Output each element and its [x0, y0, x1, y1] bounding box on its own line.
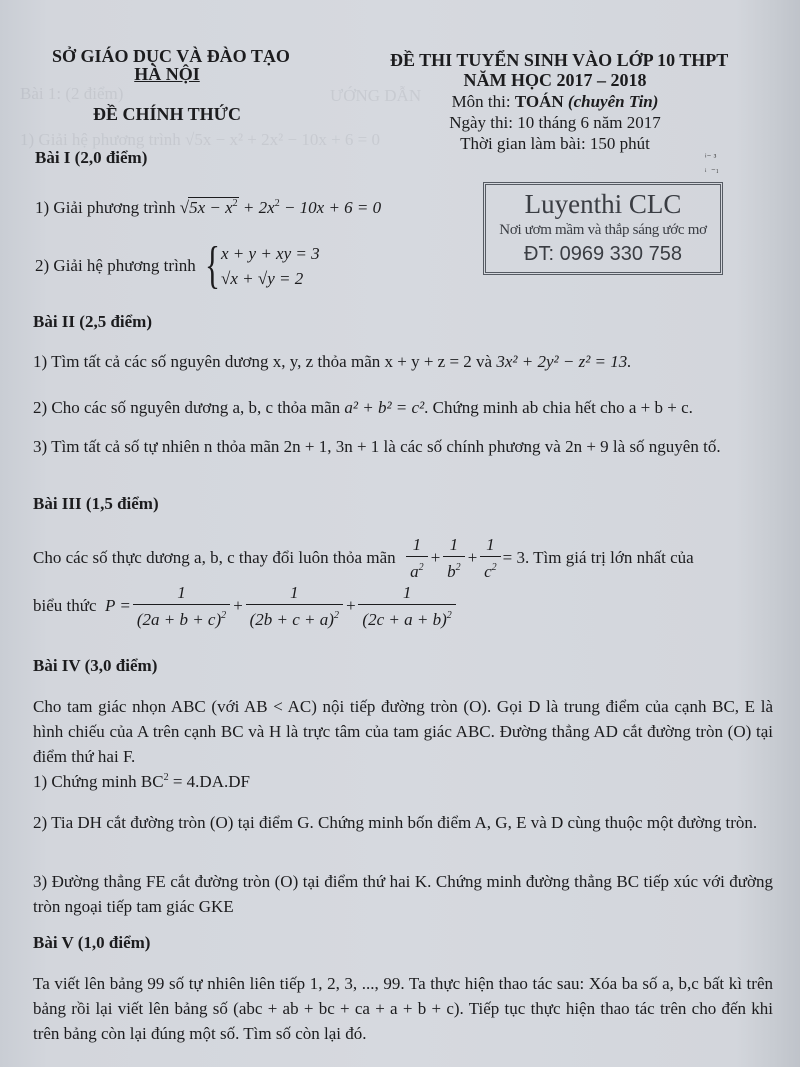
- exam-duration: Thời gian làm bài: 150 phút: [460, 134, 650, 153]
- show-through-text: ƯỚNG DẪN: [330, 86, 422, 105]
- problem-3-title: Bài III (1,5 điểm): [33, 494, 159, 513]
- problem-2-title: Bài II (2,5 điểm): [33, 312, 152, 331]
- problem-1-title: Bài I (2,0 điểm): [35, 148, 148, 167]
- subject-name: TOÁN: [514, 92, 564, 111]
- equation: 3x² + 2y² − z² = 13.: [496, 352, 632, 371]
- problem-1-item-1: [35, 197, 381, 218]
- show-through-text: Bài 1: (2 điểm): [20, 84, 124, 103]
- equation: $√5x - x^2 + 2x^2 - 10x + 6 = 0$: [179, 198, 382, 217]
- show-through-text: 1) Giải hệ phương trình √5x − x² + 2x² − 10x + 6 = 0: [20, 130, 380, 149]
- problem-2-item-3: 3) Tìm tất cả số tự nhiên n thỏa mãn 2n + 1, 3n + 1 là các số chính phương và 2n + 9 là số nguyên tố.: [33, 437, 721, 456]
- problem-5-title: Bài V (1,0 điểm): [33, 933, 151, 952]
- department-name: SỞ GIÁO DỤC VÀ ĐÀO TẠO: [52, 46, 290, 66]
- city-name: HÀ NỘI: [134, 64, 200, 84]
- exam-title: ĐỀ THI TUYỂN SINH VÀO LỚP 10 THPT: [390, 50, 729, 70]
- school-year: NĂM HỌC 2017 – 2018: [463, 70, 647, 90]
- subject-line: [390, 92, 720, 112]
- equation-system: { x + y + xy = 3 √x + √y = 2: [205, 237, 320, 294]
- expression-p: P = $\frac{1}{(2a + b + c)^2}$ + $\frac{1}{(2b + c + a)^2}$ + $\frac{1}{(2c + a + b)^2}$: [105, 582, 458, 631]
- problem-4-item-1: 1) Chứng minh $BC^2 = 4.DA.DF$: [33, 772, 250, 791]
- exam-date: Ngày thi: 10 tháng 6 năm 2017: [449, 113, 661, 132]
- problem-2-item-1: 1) Tìm tất cả các số nguyên dương x, y, z thỏa mãn x + y + z = 2 và 3x² + 2y² − z² = 13.: [33, 352, 632, 371]
- item-label: 1) Giải phương trình: [35, 198, 176, 217]
- problem-3-condition-line: Cho các số thực dương a, b, c thay đổi luôn thỏa mãn $\frac{1}{a^2}$ + $\frac{1}{b^2}$ + $\frac{1}{c^2}$ = 3 . Tìm giá trị lớn nhất của: [33, 534, 694, 581]
- page-mark: ⁱ⁻ ³ ᵢ ₋₁: [705, 152, 719, 173]
- stamp-phone: ĐT: 0969 330 758: [524, 243, 682, 265]
- problem-5-text: Ta viết lên bảng 99 số tự nhiên liên tiếp 1, 2, 3, ..., 99. Ta thực hiện thao tác sau: Xóa ba số a, b,c bất kì trên bảng rồi lại viết lên bảng số (abc + ab + bc + ca + a + b + c). Tiếp tục thực hiện thao tác trên cho đến khi trên bảng còn lại đúng một số. Tìm số còn lại đó.: [33, 974, 773, 1043]
- problem-4-item-2: 2) Tia DH cắt đường tròn (O) tại điểm G. Chứng minh bốn điểm A, G, E và D cùng thuộc một đường tròn.: [33, 813, 758, 832]
- equation: a² + b² = c²: [344, 398, 425, 417]
- stamp-slogan: Nơi ươm mầm và thắp sáng ước mơ: [499, 222, 707, 238]
- item-label: 2) Giải hệ phương trình: [35, 256, 196, 275]
- problem-4-intro: Cho tam giác nhọn ABC (với AB < AC) nội tiếp đường tròn (O). Gọi D là trung điểm của cạnh BC, E là hình chiếu của A trên cạnh BC và H là trực tâm của tam giác ABC. Đường thẳng AD cắt đường tròn (O) tại điểm thứ hai F.: [33, 697, 773, 766]
- system-eq-2: √x + √y = 2: [221, 269, 304, 288]
- luyenthi-stamp: [483, 182, 723, 275]
- system-eq-1: x + y + xy = 3: [221, 244, 320, 263]
- stamp-brand: Luyenthi CLC: [524, 189, 682, 219]
- subject-label: Môn thi:: [451, 92, 515, 111]
- problem-4-title: Bài IV (3,0 điểm): [33, 656, 158, 675]
- official-exam-label: ĐỀ CHÍNH THỨC: [92, 104, 242, 124]
- condition-equation: $\frac{1}{a^2}$ + $\frac{1}{b^2}$ + $\frac{1}{c^2}$ = 3: [404, 534, 525, 583]
- subject-note: (chuyên Tin): [567, 92, 659, 111]
- problem-2-item-2: 2) Cho các số nguyên dương a, b, c thỏa mãn a² + b² = c². Chứng minh ab chia hết cho a + b + c.: [33, 398, 693, 417]
- problem-1-item-2: [35, 238, 320, 294]
- problem-4-item-3: 3) Đường thẳng FE cắt đường tròn (O) tại điểm thứ hai K. Chứng minh đường thẳng BC tiếp xúc với đường tròn ngoại tiếp tam giác GKE: [33, 872, 773, 916]
- problem-3-expression-line: biểu thức P = $\frac{1}{(2a + b + c)^2}$ + $\frac{1}{(2b + c + a)^2}$ + $\frac{1}{(2c + a + b)^2}$: [33, 578, 458, 634]
